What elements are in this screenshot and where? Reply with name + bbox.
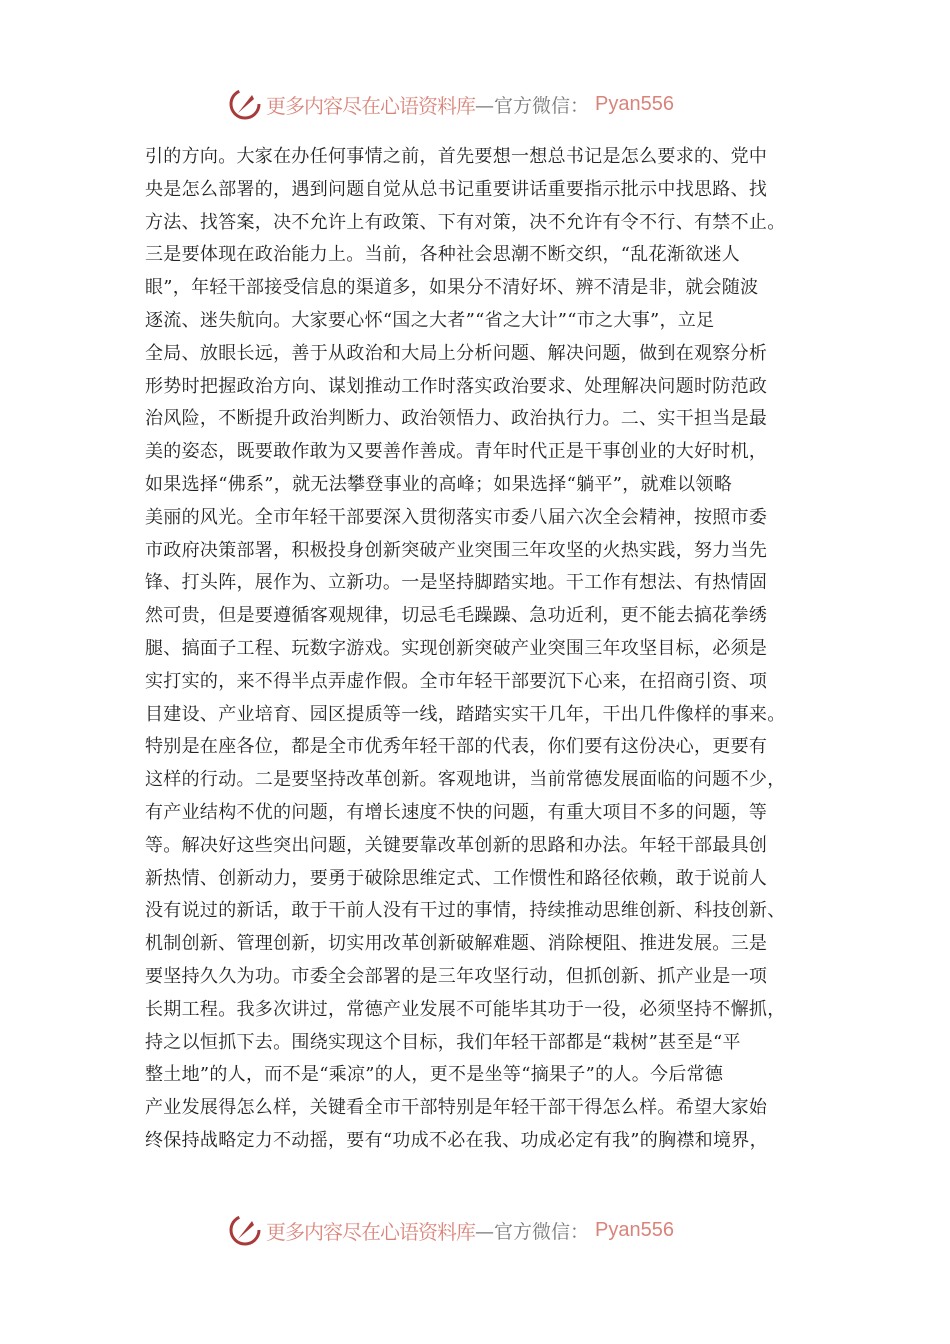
text-line: 引的方向。大家在办任何事情之前，首先要想一想总书记是怎么要求的、党中 xyxy=(145,146,768,167)
text-line: 美的姿态，既要敢作敢为又要善作善成。青年时代正是干事创业的大好时机， xyxy=(145,441,768,463)
text-line: 央是怎么部署的，遇到问题自觉从总书记重要讲话重要指示批示中找思路、找 xyxy=(145,178,768,200)
text-line: 方法、找答案，决不允许上有政策、下有对策，决不允许有令不行、有禁不止。 xyxy=(145,211,786,233)
banner-separator: —官方微信： xyxy=(475,1220,590,1243)
quill-logo-icon xyxy=(228,1213,262,1247)
text-line: 如果选择“佛系”，就无法攀登事业的高峰；如果选择“躺平”，就难以领略 xyxy=(145,473,733,495)
text-line: 实打实的，来不得半点弄虚作假。全市年轻干部要沉下心来，在招商引资、项 xyxy=(145,670,768,692)
text-line: 腿、搞面子工程、玩数字游戏。实现创新突破产业突围三年攻坚目标，必须是 xyxy=(145,637,768,659)
document-body xyxy=(145,141,810,1158)
text-line: 逐流、迷失航向。大家要心怀“国之大者”“省之大计”“市之大事”，立足 xyxy=(145,309,715,331)
footer-banner xyxy=(228,1210,718,1250)
text-line: 全局、放眼长远，善于从政治和大局上分析问题、解决问题，做到在观察分析 xyxy=(145,342,768,364)
text-line: 眼”，年轻干部接受信息的渠道多，如果分不清好坏、辨不清是非，就会随波 xyxy=(145,277,759,299)
banner-separator: —官方微信： xyxy=(475,94,590,117)
text-line: 终保持战略定力不动摇，要有“功成不必在我、功成必定有我”的胸襟和境界， xyxy=(145,1129,768,1151)
text-line: 目建设、产业培育、园区提质等一线，踏踏实实干几年，干出几件像样的事来。 xyxy=(145,703,786,725)
text-line: 锋、打头阵，展作为、立新功。一是坚持脚踏实地。干工作有想法、有热情固 xyxy=(145,572,768,594)
text-line: 市政府决策部署，积极投身创新突破产业突围三年攻坚的火热实践，努力当先 xyxy=(145,539,768,561)
banner-text: 更多内容尽在心语资料库 xyxy=(266,1219,475,1244)
text-line: 没有说过的新话，敢于干前人没有干过的事情，持续推动思维创新、科技创新、 xyxy=(145,900,786,922)
text-line: 三是要体现在政治能力上。当前，各种社会思潮不断交织，“乱花渐欲迷人 xyxy=(145,244,741,266)
text-line: 长期工程。我多次讲过，常德产业发展不可能毕其功于一役，必须坚持不懈抓， xyxy=(145,998,786,1020)
banner-wechat-id: Pyan556 xyxy=(595,1218,674,1241)
text-line: 新热情、创新动力，要勇于破除思维定式、工作惯性和路径依赖，敢于说前人 xyxy=(145,867,768,889)
text-line: 要坚持久久为功。市委全会部署的是三年攻坚行动，但抓创新、抓产业是一项 xyxy=(145,965,768,987)
banner-text: 更多内容尽在心语资料库 xyxy=(266,93,475,118)
text-line: 特别是在座各位，都是全市优秀年轻干部的代表，你们要有这份决心，更要有 xyxy=(145,736,768,758)
text-line: 有产业结构不优的问题，有增长速度不快的问题，有重大项目不多的问题，等 xyxy=(145,801,768,823)
header-banner xyxy=(228,84,718,124)
text-line: 然可贵，但是要遵循客观规律，切忌毛毛躁躁、急功近利，更不能去搞花拳绣 xyxy=(145,605,768,627)
banner-wechat-id: Pyan556 xyxy=(595,92,674,115)
quill-logo-icon xyxy=(228,87,262,121)
text-line: 形势时把握政治方向、谋划推动工作时落实政治要求、处理解决问题时防范政 xyxy=(145,375,768,397)
text-line: 治风险，不断提升政治判断力、政治领悟力、政治执行力。二、实干担当是最 xyxy=(145,408,768,430)
text-line: 整土地”的人，而不是“乘凉”的人，更不是坐等“摘果子”的人。今后常德 xyxy=(145,1064,724,1086)
text-line: 等。解决好这些突出问题，关键要靠改革创新的思路和办法。年轻干部最具创 xyxy=(145,834,768,856)
text-line: 持之以恒抓下去。围绕实现这个目标，我们年轻干部都是“栽树”甚至是“平 xyxy=(145,1031,741,1053)
text-line: 这样的行动。二是要坚持改革创新。客观地讲，当前常德发展面临的问题不少， xyxy=(145,769,786,791)
text-line: 产业发展得怎么样，关键看全市干部特别是年轻干部干得怎么样。希望大家始 xyxy=(145,1097,768,1119)
text-line: 美丽的风光。全市年轻干部要深入贯彻落实市委八届六次全会精神，按照市委 xyxy=(145,506,768,528)
text-line: 机制创新、管理创新，切实用改革创新破解难题、消除梗阻、推进发展。三是 xyxy=(145,933,768,955)
